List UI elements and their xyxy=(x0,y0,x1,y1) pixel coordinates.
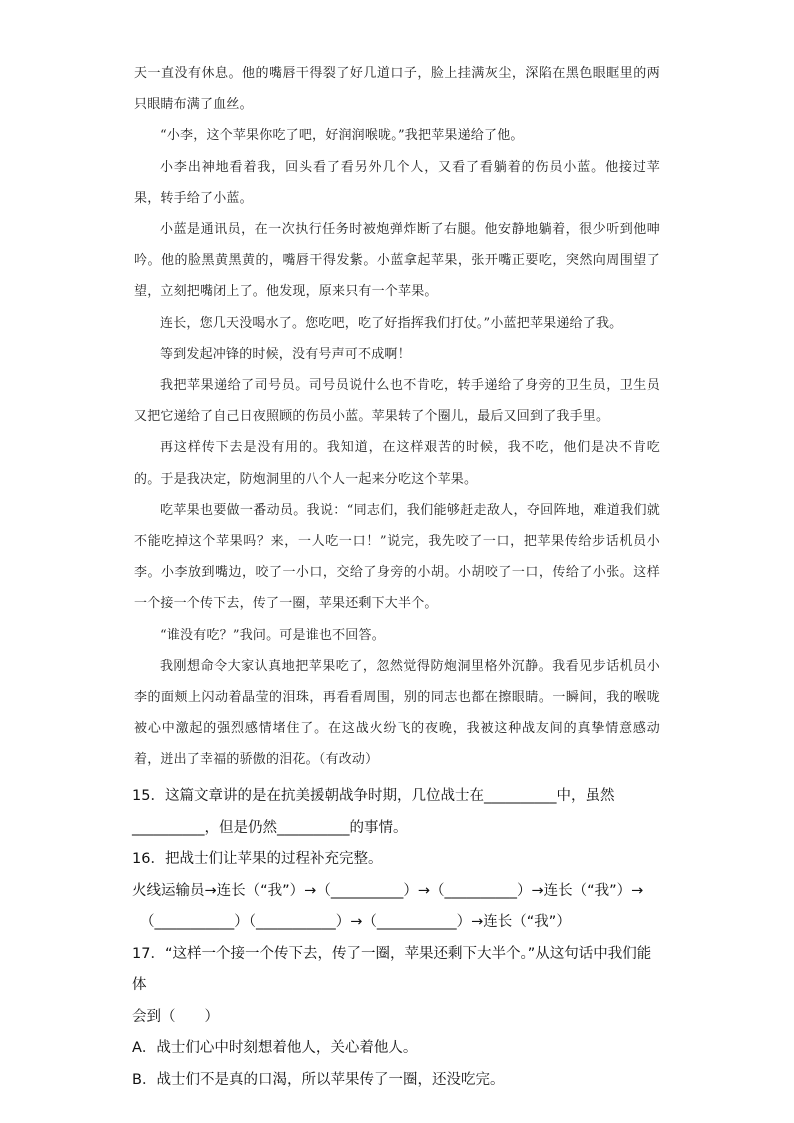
passage-paragraph: 等到发起冲锋的时候，没有号声可不成啊！ xyxy=(160,346,411,362)
passage-paragraph: 我刚想命令大家认真地把苹果吃了，忽然觉得防炮洞里格外沉静。我看见步话机员小李的面颊上闪动着晶莹的泪珠，再看看周围，别的同志也都在擦眼睛。一瞬间，我的喉咙被心中激起的强烈感情堵住了。在这战火纷飞的夜晚，我被这种战友间的真挚情意感动着，迸出了幸福的骄傲的泪花。（有改动） xyxy=(134,658,660,768)
question-16-line-1: 火线运输员→连长（“我”）→（__________）→（__________）→连长（“我”）→ xyxy=(132,882,644,899)
question-section xyxy=(132,781,662,1096)
passage-paragraph: “谁没有吃？”我问。可是谁也不回答。 xyxy=(160,627,385,643)
question-17-option-a[interactable]: A．战士们心中时刻想着他人，关心着他人。 xyxy=(132,1040,418,1056)
question-17-line-2: 会到（ ） xyxy=(132,1008,219,1025)
question-16-title: 16．把战士们让苹果的过程补充完整。 xyxy=(132,851,383,867)
reading-passage xyxy=(134,58,660,776)
question-17-option-b[interactable]: B．战士们不是真的口渴，所以苹果传了一圈，还没吃完。 xyxy=(132,1071,505,1088)
passage-paragraph: 再这样传下去是没有用的。我知道，在这样艰苦的时候，我不吃，他们是决不肯吃的。于是我决定，防炮洞里的八个人一起来分吃这个苹果。 xyxy=(134,440,660,487)
passage-paragraph: 吃苹果也要做一番动员。我说：“同志们，我们能够赶走敌人，夺回阵地，难道我们就不能吃掉这个苹果吗？来，一人吃一口！”说完，我先咬了一口，把苹果传给步话机员小李。小李放到嘴边，咬了一小口，交给了身旁的小胡。小胡咬了一口，传给了小张。这样一个接一个传下去，传了一圈，苹果还剩下大半个。 xyxy=(134,502,660,612)
passage-paragraph: 我把苹果递给了司号员。司号员说什么也不肯吃，转手递给了身旁的卫生员，卫生员又把它递给了自己日夜照顾的伤员小蓝。苹果转了个圈儿，最后又回到了我手里。 xyxy=(134,378,660,425)
passage-paragraph: “小李，这个苹果你吃了吧，好润润喉咙。”我把苹果递给了他。 xyxy=(160,128,524,144)
question-15-line-2: __________，但是仍然__________的事情。 xyxy=(132,819,408,836)
question-15-line-1: 15．这篇文章讲的是在抗美援朝战争时期，几位战士在__________中，虽然 xyxy=(132,788,615,804)
passage-paragraph: 连长，您几天没喝水了。您吃吧，吃了好指挥我们打仗。”小蓝把苹果递给了我。 xyxy=(160,315,623,331)
question-16-line-2: （___________）（___________）→（___________）→连长（“我”） xyxy=(140,914,571,930)
passage-paragraph: 小李出神地看着我，回头看了看另外几个人，又看了看躺着的伤员小蓝。他接过苹果，转手给了小蓝。 xyxy=(134,159,660,206)
passage-paragraph: 天一直没有休息。他的嘴唇干得裂了好几道口子，脸上挂满灰尘，深陷在黑色眼眶里的两只眼睛布满了血丝。 xyxy=(134,66,660,113)
passage-paragraph: 小蓝是通讯员，在一次执行任务时被炮弹炸断了右腿。他安静地躺着，很少听到他呻吟。他的脸黑黄黑黄的，嘴唇干得发紫。小蓝拿起苹果，张开嘴正要吃，突然向周围望了望，立刻把嘴闭上了。他发现，原来只有一个苹果。 xyxy=(134,222,660,300)
question-17-line-1: 17．“这样一个接一个传下去，传了一圈，苹果还剩下大半个。”从这句话中我们能体 xyxy=(132,945,652,993)
